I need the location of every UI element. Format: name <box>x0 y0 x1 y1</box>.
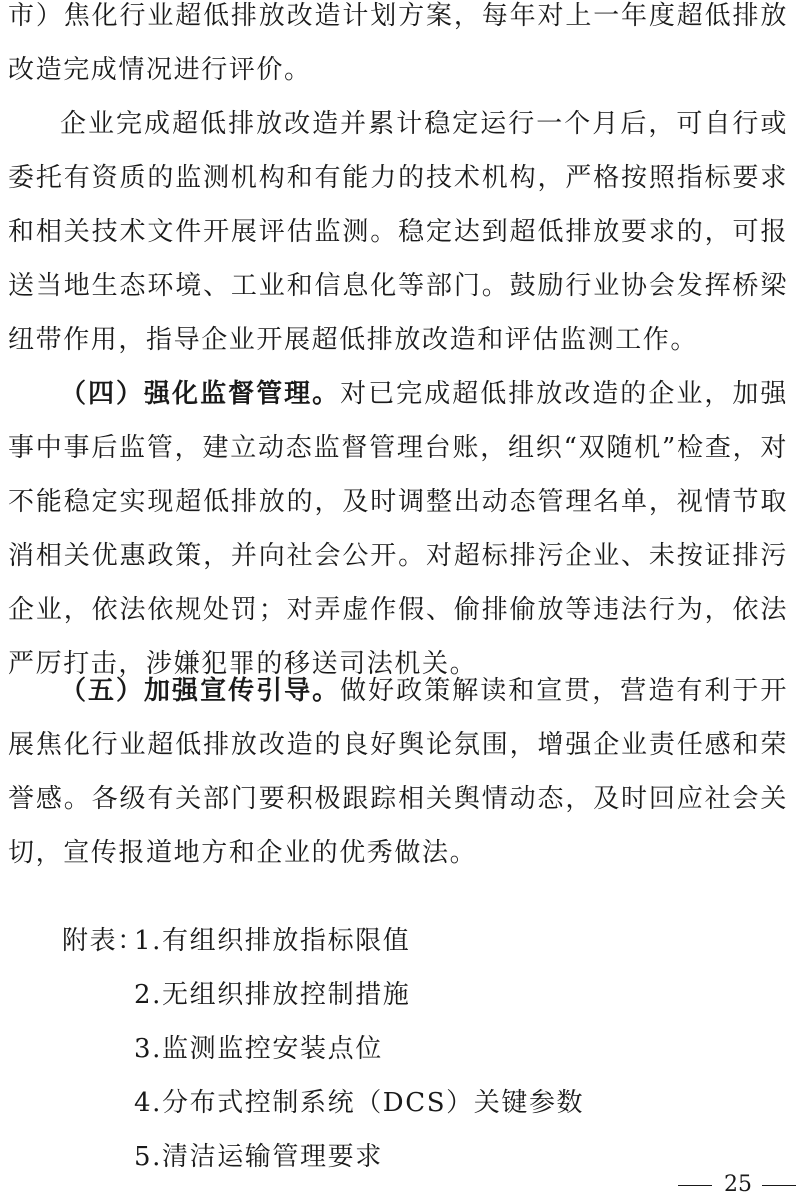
paragraph-text: 市）焦化行业超低排放改造计划方案，每年对上一年度超低排放改造完成情况进行评价。 <box>8 1 788 85</box>
page-number-left-dash <box>678 1185 712 1186</box>
appendix-item: 5.清洁运输管理要求 <box>134 1142 383 1172</box>
appendix-item: 3.监测监控安装点位 <box>134 1034 383 1064</box>
appendix-row <box>0 1022 800 1076</box>
page-footer <box>0 1170 800 1200</box>
paragraph-publicity <box>8 664 788 880</box>
appendix-list <box>0 914 800 1184</box>
paragraph-evaluation-monitoring <box>8 97 788 367</box>
appendix-row <box>0 968 800 1022</box>
paragraph-supervision <box>8 367 788 691</box>
page-number: 25 <box>724 1172 752 1197</box>
appendix-row <box>0 914 800 968</box>
appendix-row <box>0 1076 800 1130</box>
section-heading: （五）加强宣传引导。 <box>60 676 341 706</box>
paragraph-text: 企业完成超低排放改造并累计稳定运行一个月后，可自行或委托有资质的监测机构和有能力的技术机构，严格按照指标要求和相关技术文件开展评估监测。稳定达到超低排放要求的，可报送当地生态环境、工业和信息化等部门。鼓励行业协会发挥桥梁纽带作用，指导企业开展超低排放改造和评估监测工作。 <box>8 109 788 355</box>
appendix-label: 附表： <box>62 926 145 956</box>
paragraph-text: 做好政策解读和宣贯，营造有利于开展焦化行业超低排放改造的良好舆论氛围，增强企业责任感和荣誉感。各级有关部门要积极跟踪相关舆情动态，及时回应社会关切，宣传报道地方和企业的优秀做法。 <box>8 676 788 868</box>
section-heading: （四）强化监督管理。 <box>60 379 341 409</box>
paragraph-text: 对已完成超低排放改造的企业，加强事中事后监管，建立动态监督管理台账，组织“双随机”检查，对不能稳定实现超低排放的，及时调整出动态管理名单，视情节取消相关优惠政策，并向社会公开。对超标排污企业、未按证排污企业，依法依规处罚；对弄虚作假、偷排偷放等违法行为，依法严厉打击，涉嫌犯罪的移送司法机关。 <box>8 379 788 679</box>
appendix-item: 1.有组织排放指标限值 <box>134 926 411 956</box>
appendix-item: 4.分布式控制系统（DCS）关键参数 <box>134 1088 585 1118</box>
appendix-item: 2.无组织排放控制措施 <box>134 980 411 1010</box>
paragraph-continuation <box>8 0 788 97</box>
page-number-right-dash <box>762 1185 796 1186</box>
